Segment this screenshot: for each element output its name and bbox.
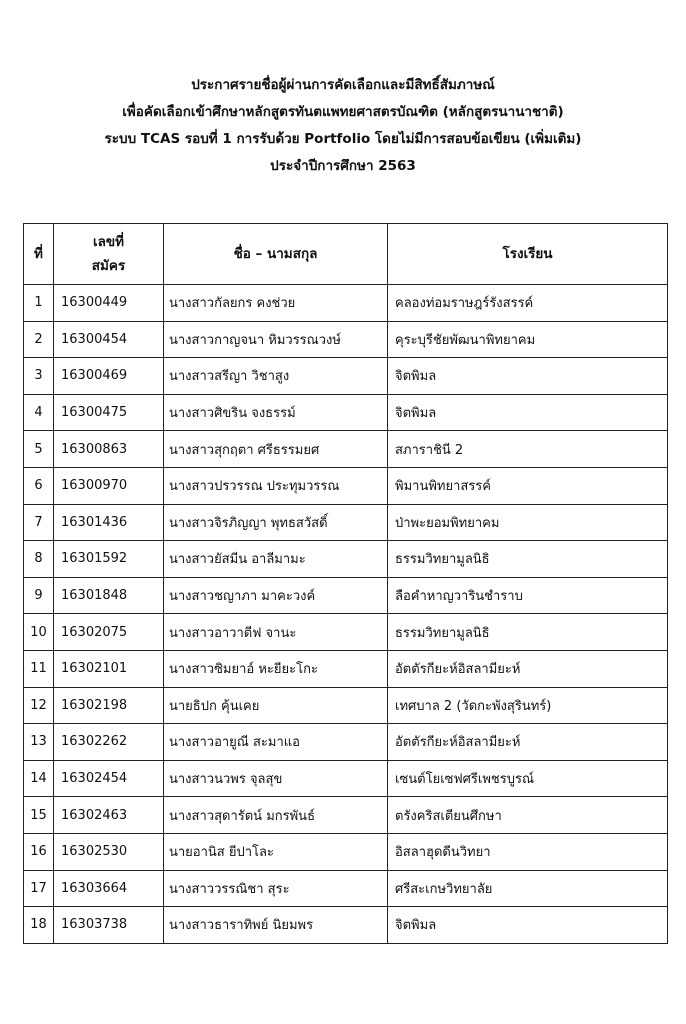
- applicant-name-cell: นายอานิส ยีปาโละ: [164, 833, 388, 870]
- school-name-cell: ป่าพะยอมพิทยาคม: [388, 504, 668, 541]
- school-name-cell: อัตตัรกียะห์อิสลามียะห์: [388, 724, 668, 761]
- table-row: [24, 358, 668, 395]
- school-name-cell: คุระบุรีชัยพัฒนาพิทยาคม: [388, 321, 668, 358]
- table-row: [24, 541, 668, 578]
- application-number-cell: 16302530: [54, 833, 164, 870]
- announcement-header: [0, 72, 686, 180]
- row-number-cell: 15: [24, 797, 54, 834]
- header-program-line: เพื่อคัดเลือกเข้าศึกษาหลักสูตรทันตแพทยศาสตรบัณฑิต (หลักสูตรนานาชาติ): [122, 104, 564, 120]
- applicant-name-cell: นางสาวปรวรรณ ประทุมวรรณ: [164, 467, 388, 504]
- applicant-name-cell: นางสาวธาราทิพย์ นิยมพร: [164, 907, 388, 944]
- application-number-cell: 16302101: [54, 650, 164, 687]
- applicant-table: [23, 223, 668, 944]
- school-name-cell: อิสลาฮุดดีนวิทยา: [388, 833, 668, 870]
- column-header-no: ที่: [24, 224, 54, 285]
- table-row: [24, 577, 668, 614]
- school-name-cell: อัตตัรกียะห์อิสลามียะห์: [388, 650, 668, 687]
- row-number-cell: 17: [24, 870, 54, 907]
- application-number-cell: 16300449: [54, 285, 164, 322]
- applicant-name-cell: นางสาวศิขริน จงธรรม์: [164, 394, 388, 431]
- header-system-line: ระบบ TCAS รอบที่ 1 การรับด้วย Portfolio โดยไม่มีการสอบข้อเขียน (เพิ่มเติม): [104, 131, 582, 147]
- table-row: [24, 870, 668, 907]
- table-row: [24, 687, 668, 724]
- applicant-name-cell: นางสาวยัสมีน อาลีมามะ: [164, 541, 388, 578]
- application-number-cell: 16300475: [54, 394, 164, 431]
- row-number-cell: 16: [24, 833, 54, 870]
- application-number-cell: 16302454: [54, 760, 164, 797]
- applicant-name-cell: นางสาวกาญจนา หิมวรรณวงษ์: [164, 321, 388, 358]
- row-number-cell: 12: [24, 687, 54, 724]
- table-row: [24, 467, 668, 504]
- column-header-application-line1: เลขที่: [92, 234, 124, 250]
- table-row: [24, 724, 668, 761]
- application-number-cell: 16302463: [54, 797, 164, 834]
- table-row: [24, 394, 668, 431]
- school-name-cell: พิมานพิทยาสรรค์: [388, 467, 668, 504]
- application-number-cell: 16303738: [54, 907, 164, 944]
- table-row: [24, 504, 668, 541]
- application-number-cell: 16302198: [54, 687, 164, 724]
- row-number-cell: 11: [24, 650, 54, 687]
- applicant-name-cell: นางสาวกัลยกร คงช่วย: [164, 285, 388, 322]
- row-number-cell: 5: [24, 431, 54, 468]
- school-name-cell: ตรังคริสเตียนศึกษา: [388, 797, 668, 834]
- row-number-cell: 6: [24, 467, 54, 504]
- table-row: [24, 431, 668, 468]
- row-number-cell: 13: [24, 724, 54, 761]
- row-number-cell: 8: [24, 541, 54, 578]
- applicant-name-cell: นางสาวอายูณี สะมาแอ: [164, 724, 388, 761]
- applicant-name-cell: นางสาวสุดารัตน์ มกรพันธ์: [164, 797, 388, 834]
- row-number-cell: 4: [24, 394, 54, 431]
- school-name-cell: เซนต์โยเซฟศรีเพชรบูรณ์: [388, 760, 668, 797]
- row-number-cell: 18: [24, 907, 54, 944]
- application-number-cell: 16301592: [54, 541, 164, 578]
- row-number-cell: 7: [24, 504, 54, 541]
- school-name-cell: สภาราชินี 2: [388, 431, 668, 468]
- school-name-cell: ธรรมวิทยามูลนิธิ: [388, 541, 668, 578]
- row-number-cell: 2: [24, 321, 54, 358]
- table-row: [24, 321, 668, 358]
- table-row: [24, 614, 668, 651]
- header-title-line: ประกาศรายชื่อผู้ผ่านการคัดเลือกและมีสิทธิ์สัมภาษณ์: [191, 77, 495, 93]
- application-number-cell: 16302075: [54, 614, 164, 651]
- school-name-cell: ลือคำหาญวารินชำราบ: [388, 577, 668, 614]
- applicant-name-cell: นางสาววรรณิชา สุระ: [164, 870, 388, 907]
- applicant-name-cell: นางสาวชญาภา มาคะวงค์: [164, 577, 388, 614]
- application-number-cell: 16303664: [54, 870, 164, 907]
- table-row: [24, 833, 668, 870]
- applicant-name-cell: นางสาวจิรภิญญา พุทธสวัสดิ์: [164, 504, 388, 541]
- table-row: [24, 797, 668, 834]
- applicant-name-cell: นางสาวนวพร จุลสุข: [164, 760, 388, 797]
- school-name-cell: จิตพิมล: [388, 358, 668, 395]
- application-number-cell: 16300454: [54, 321, 164, 358]
- header-year-line: ประจำปีการศึกษา 2563: [270, 158, 416, 174]
- application-number-cell: 16301848: [54, 577, 164, 614]
- table-body: [24, 285, 668, 944]
- column-header-name: ชื่อ – นามสกุล: [164, 224, 388, 285]
- school-name-cell: ศรีสะเกษวิทยาลัย: [388, 870, 668, 907]
- row-number-cell: 14: [24, 760, 54, 797]
- column-header-application-line2: สมัคร: [91, 258, 126, 274]
- school-name-cell: เทศบาล 2 (วัดกะพังสุรินทร์): [388, 687, 668, 724]
- school-name-cell: จิตพิมล: [388, 394, 668, 431]
- applicant-name-cell: นางสาวซิมยาอ์ หะยียะโกะ: [164, 650, 388, 687]
- table-row: [24, 285, 668, 322]
- application-number-cell: 16300469: [54, 358, 164, 395]
- school-name-cell: จิตพิมล: [388, 907, 668, 944]
- row-number-cell: 3: [24, 358, 54, 395]
- application-number-cell: 16300863: [54, 431, 164, 468]
- applicant-name-cell: นางสาวอาวาตีฟ จานะ: [164, 614, 388, 651]
- applicant-name-cell: นางสาวสุกฤตา ศรีธรรมยศ: [164, 431, 388, 468]
- row-number-cell: 10: [24, 614, 54, 651]
- school-name-cell: ธรรมวิทยามูลนิธิ: [388, 614, 668, 651]
- application-number-cell: 16302262: [54, 724, 164, 761]
- applicant-name-cell: นายธิปก คุ้นเคย: [164, 687, 388, 724]
- application-number-cell: 16301436: [54, 504, 164, 541]
- table-row: [24, 760, 668, 797]
- application-number-cell: 16300970: [54, 467, 164, 504]
- row-number-cell: 1: [24, 285, 54, 322]
- applicant-name-cell: นางสาวสรีญา วิชาสูง: [164, 358, 388, 395]
- school-name-cell: คลองท่อมราษฎร์รังสรรค์: [388, 285, 668, 322]
- table-row: [24, 650, 668, 687]
- row-number-cell: 9: [24, 577, 54, 614]
- column-header-application-number: [54, 224, 164, 285]
- table-header-row: [24, 224, 668, 285]
- column-header-school: โรงเรียน: [388, 224, 668, 285]
- table-row: [24, 907, 668, 944]
